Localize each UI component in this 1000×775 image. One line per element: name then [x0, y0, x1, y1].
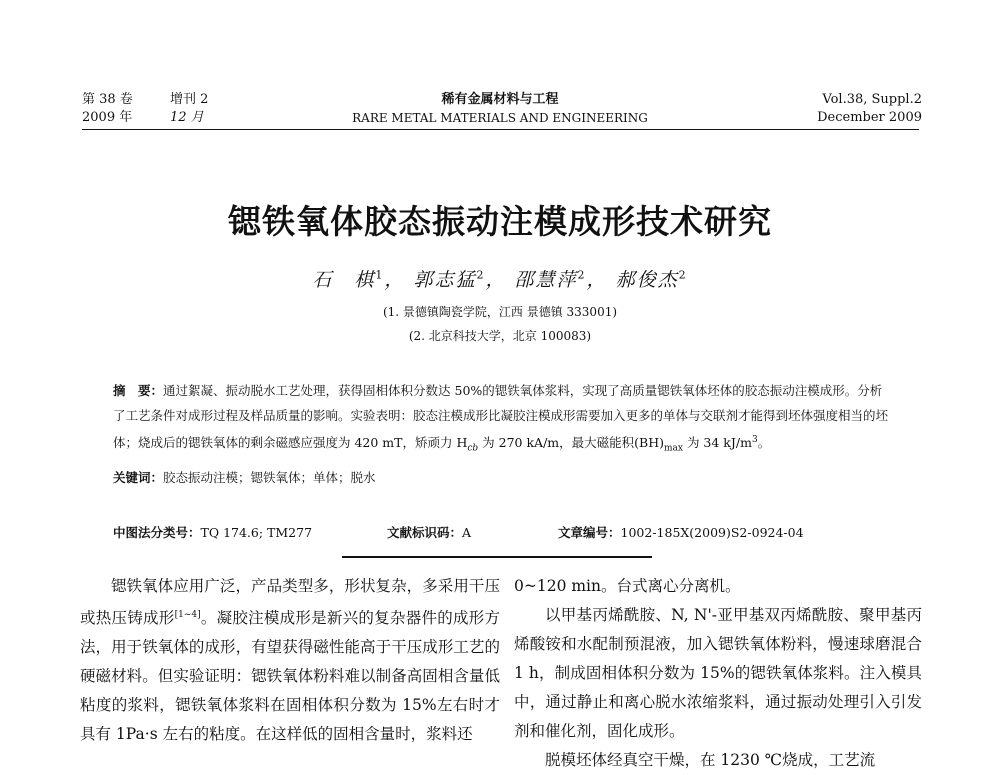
author-name: 邵慧萍: [514, 269, 578, 291]
keywords-label: 关键词：: [113, 469, 164, 485]
author-name: 郝俊杰: [615, 269, 679, 291]
abstract-block: [113, 378, 893, 490]
author-affiliation-mark: 2: [577, 268, 587, 282]
author-affiliation-mark: 2: [678, 268, 688, 282]
affiliation-2: (2. 北京科技大学，北京 100083): [408, 329, 592, 343]
header-rule: [82, 129, 919, 130]
abstract: 摘 要：通过絮凝、振动脱水工艺处理，获得固相体积分数达 50%的锶铁氧体浆料，实现了高质量锶铁氧体坯体的胶态振动注模成形。分析了工艺条件对成形过程及样品质量的影响。实验表明：胶态注模成形比凝胶注模成形需要加入更多的单体与交联剂才能得到坯体强度相当的坯体；烧成后的锶铁氧体的剩余磁感应强度为 420 mT，矫顽力 $H_{cb}$ 为 270 kA/m，最大磁能积$(BH)_{max}$ 为 34 $kJ/m^3$。: [113, 383, 889, 454]
journal-title-cn: 稀有金属材料与工程: [441, 92, 559, 107]
paragraph: 以甲基丙烯酰胺、N, N'-亚甲基双丙烯酰胺、聚甲基丙烯酸铵和水配制预混液，加入锶铁氧体粉料，慢速球磨混合 1 h，制成固相体积分数为 15%的锶铁氧体浆料。注入模具中，通过静止和离心脱水浓缩浆料，通过振动处理引入引发剂和催化剂，固化成形。: [514, 606, 922, 740]
paper-title: 锶铁氧体胶态振动注模成形技术研究: [228, 202, 772, 241]
author-name: 郭志猛: [413, 269, 477, 291]
abstract-label: 摘 要：: [113, 383, 164, 398]
header-volume: 第 38 卷: [82, 92, 133, 107]
header-volume-en: Vol.38, Suppl.2: [822, 92, 922, 107]
header-issue: 增刊 2: [170, 92, 209, 107]
section-separator: [342, 556, 652, 558]
header-month: 12 月: [170, 110, 204, 125]
body-left-column: [80, 572, 500, 749]
journal-title-en: RARE METAL MATERIALS AND ENGINEERING: [352, 111, 648, 125]
author-list: 石 棋$^1$， 郭志猛$^2$， 邵慧萍$^2$， 郝俊杰$^2$: [312, 268, 688, 291]
author-affiliation-mark: 2: [476, 268, 486, 282]
header-date-en: December 2009: [817, 110, 922, 125]
document-code: 文献标识码：A: [387, 525, 472, 540]
paragraph: 0~120 min。台式离心分离机。: [514, 577, 741, 595]
clc-number: 中图法分类号：TQ 174.6; TM277: [113, 525, 313, 540]
citation: [1~4]: [174, 610, 201, 620]
affiliation-1: (1. 景德镇陶瓷学院，江西 景德镇 333001): [382, 305, 618, 319]
header-year: 2009 年: [82, 110, 133, 125]
paragraph: 脱模坯体经真空干燥，在 1230 ℃烧成，工艺流: [545, 751, 876, 769]
paragraph: 锶铁氧体应用广泛，产品类型多，形状复杂，多采用干压或热压铸成形[1~4]。凝胶注模成形是新兴的复杂器件的成形方法，用于铁氧体的成形，有望获得磁性能高于干压成形工艺的硬磁材料。但实验证明：锶铁氧体粉料难以制备高固相含量低粘度的浆料，锶铁氧体浆料在固相体积分数为 15%左右时才具有 1Pa·s 左右的粘度。在这样低的固相含量时，浆料还: [80, 577, 500, 744]
author-name: 石 棋: [312, 269, 376, 291]
author-affiliation-mark: 1: [375, 268, 385, 282]
article-number: 文章编号：1002-185X(2009)S2-0924-04: [558, 525, 804, 540]
keywords: 关键词：胶态振动注模；锶铁氧体；单体；脱水: [113, 469, 376, 485]
body-right-column: [514, 572, 922, 775]
